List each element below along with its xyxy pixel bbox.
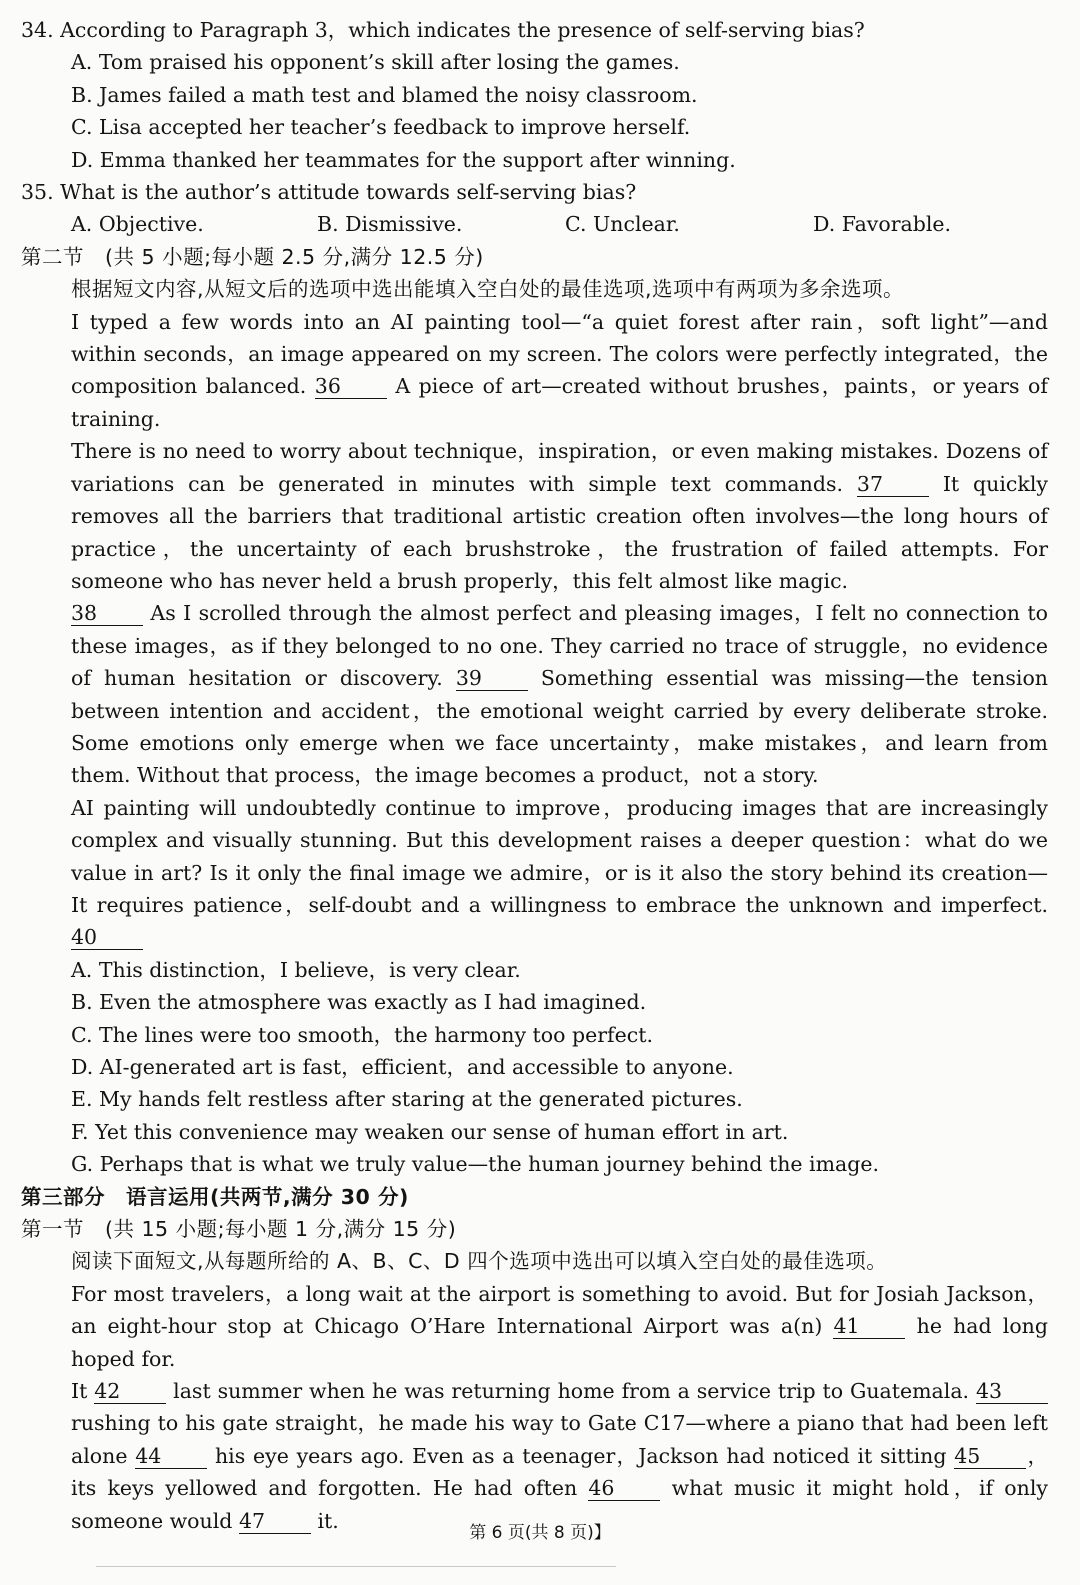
passage1-p3-text-b: Something essential was missing—the tension between intention and accident，the emotional weight carried by every deliberate stroke. Some emotions only emerge when we face uncertainty，make mistakes，and learn from them. Without that process，the image becomes a product，not a story. <box>71 666 1048 788</box>
section2-heading: 第二节 (共 5 小题;每小题 2.5 分,满分 12.5 分) <box>21 244 484 269</box>
passage2-paragraph-2 <box>21 1375 1048 1537</box>
passage1-option-b: B. Even the atmosphere was exactly as I had imagined. <box>71 990 647 1015</box>
passage1-p4-text: AI painting will undoubtedly continue to improve，producing images that are increasingly complex and visually stunning. But this development raises a deeper question：what do we value in art? Is it only the final image we admire，or is it also the story behind its creation—It requires patience，self-doubt and a willingness to embrace the unknown and imperfect. <box>71 795 1048 917</box>
passage1-p2-text-b: It quickly removes all the barriers that traditional artistic creation often involves—the long hours of practice，the uncertainty of each brushstroke，the frustration of failed attempts. For someone who has never held a brush properly，this felt almost like magic. <box>71 471 1048 593</box>
blank-40: 40 <box>71 925 143 950</box>
passage1-option-f: F. Yet this convenience may weaken our sense of human effort in art. <box>71 1119 789 1144</box>
q34-option-d: D. Emma thanked her teammates for the support after winning. <box>71 147 736 172</box>
q34-stem: 34. According to Paragraph 3，which indicates the presence of self-serving bias? <box>21 18 865 42</box>
part3-instruction: 阅读下面短文,从每题所给的 A、B、C、D 四个选项中选出可以填入空白处的最佳选项。 <box>71 1249 888 1274</box>
passage1-p1-text-b: A piece of art—created without brushes，paints，or years of training. <box>71 374 1048 431</box>
bottom-divider <box>96 1566 616 1567</box>
passage2-p2-text-2: last summer when he was returning home from a service trip to Guatemala. <box>173 1379 970 1404</box>
passage1-option-e: E. My hands felt restless after staring at the generated pictures. <box>71 1087 743 1112</box>
q35-option-b: B. Dismissive. <box>317 212 463 237</box>
q35-option-d: D. Favorable. <box>813 212 952 237</box>
passage1-option-c: C. The lines were too smooth，the harmony too perfect. <box>71 1022 653 1047</box>
blank-44: 44 <box>135 1444 207 1469</box>
passage2-p2-text-4: his eye years ago. Even as a teenager，Jackson had noticed it sitting <box>214 1443 947 1468</box>
passage2-paragraph-1 <box>21 1278 1048 1375</box>
q35-option-a: A. Objective. <box>71 212 204 237</box>
passage1-paragraph-3 <box>21 597 1048 791</box>
q34-option-c: C. Lisa accepted her teacher’s feedback to improve herself. <box>71 115 691 140</box>
blank-38: 38 <box>71 601 143 626</box>
blank-37: 37 <box>857 472 929 497</box>
blank-46: 46 <box>588 1476 660 1501</box>
passage2-p1-text-b: he had long hoped for. <box>71 1314 1048 1371</box>
passage2-p2-text-6: what music it might hold，if only someone would <box>71 1476 1048 1533</box>
passage2-p2-text-7: it. <box>317 1508 339 1533</box>
page-content <box>21 14 1048 1537</box>
q34-option-a: A. Tom praised his opponent’s skill after losing the games. <box>71 50 680 75</box>
q35-option-c: C. Unclear. <box>565 212 680 237</box>
part3-section1-heading: 第一节 (共 15 小题;每小题 1 分,满分 15 分) <box>21 1217 457 1242</box>
blank-39: 39 <box>456 666 528 691</box>
passage1-option-g: G. Perhaps that is what we truly value—the human journey behind the image. <box>71 1152 880 1177</box>
passage1-p3-text-a: As I scrolled through the almost perfect and pleasing images，I felt no connection to these images，as if they belonged to no one. They carried no trace of struggle，no evidence of human hesitation or discovery. <box>71 601 1048 691</box>
q34-option-b: B. James failed a math test and blamed the noisy classroom. <box>71 82 698 107</box>
page-number-footer: 第 6 页(共 8 页)】 <box>469 1523 611 1543</box>
passage1-paragraph-1 <box>21 306 1048 436</box>
passage1-paragraph-2 <box>21 435 1048 597</box>
blank-42: 42 <box>94 1379 166 1404</box>
passage2-p2-text-1: It <box>71 1379 88 1404</box>
blank-47: 47 <box>239 1509 311 1534</box>
passage2-p1-text-a: For most travelers，a long wait at the airport is something to avoid. But for Josiah Jackson，an eight-hour stop at Chicago O’Hare International Airport was a(n) <box>71 1281 1048 1339</box>
passage1-p2-text-a: There is no need to worry about technique，inspiration，or even making mistakes. Dozens of variations can be generated in minutes with simple text commands. <box>71 439 1048 496</box>
blank-41: 41 <box>833 1314 905 1339</box>
blank-45: 45 <box>954 1444 1026 1469</box>
section2-instruction: 根据短文内容,从短文后的选项中选出能填入空白处的最佳选项,选项中有两项为多余选项。 <box>71 277 905 302</box>
part3-heading: 第三部分 语言运用(共两节,满分 30 分) <box>21 1184 409 1209</box>
passage1-p1-text-a: I typed a few words into an AI painting tool—“a quiet forest after rain，soft light”—and within seconds，an image appeared on my screen. The colors were perfectly integrated，the composition balanced. <box>71 309 1048 399</box>
passage1-option-d: D. AI-generated art is fast，efficient，and accessible to anyone. <box>71 1055 734 1079</box>
q35-options <box>21 208 1048 240</box>
blank-43: 43 <box>976 1379 1048 1404</box>
blank-36: 36 <box>315 374 387 399</box>
passage1-option-a: A. This distinction，I believe，is very clear. <box>71 957 521 982</box>
passage2-p2-text-5: ，its keys yellowed and forgotten. He had often <box>71 1443 1048 1501</box>
passage1-paragraph-4 <box>21 792 1048 954</box>
q35-stem: 35. What is the author’s attitude towards self-serving bias? <box>21 180 637 205</box>
passage2-p2-text-3: rushing to his gate straight，he made his way to Gate C17—where a piano that had been left alone <box>71 1411 1048 1468</box>
